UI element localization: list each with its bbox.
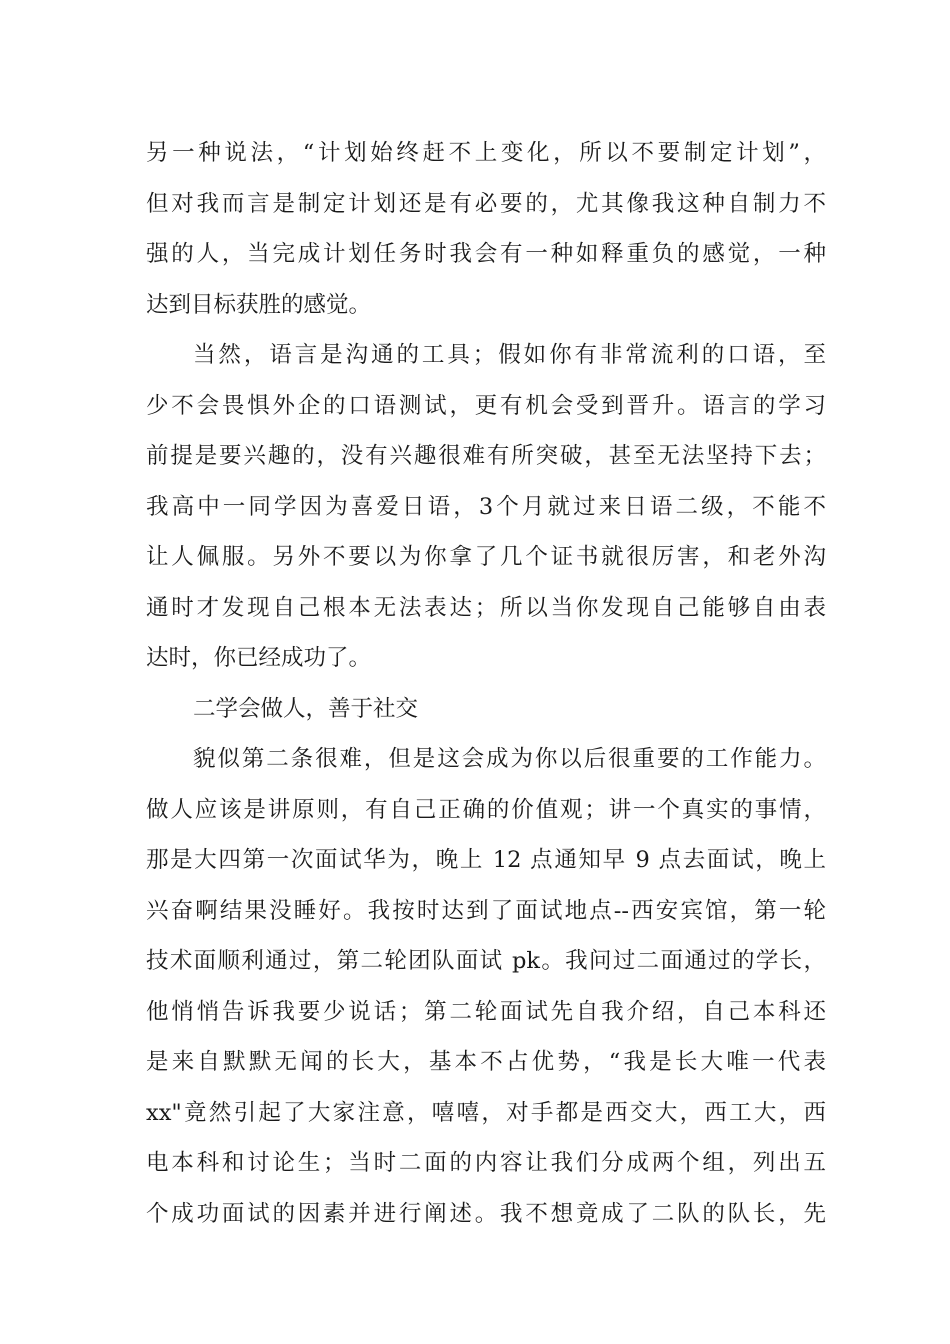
text-line: 貌似第二条很难，但是这会成为你以后很重要的工作能力。 (193, 746, 826, 772)
text-line: 我高中一同学因为喜爱日语，3个月就过来日语二级，不能不 (146, 493, 826, 520)
text-line: 他悄悄告诉我要少说话；第二轮面试先自我介绍，自己本科还 (146, 998, 826, 1025)
text-line: xx"竟然引起了大家注意，嘻嘻，对手都是西交大，西工大，西 (146, 1099, 826, 1126)
text-line: 那是大四第一次面试华为，晚上 12 点通知早 9 点去面试，晚上 (146, 847, 826, 873)
text-line: 技术面顺利通过，第二轮团队面试 pk。我问过二面通过的学长， (146, 948, 826, 974)
document-page (146, 128, 826, 1239)
text-line: 当然，语言是沟通的工具；假如你有非常流利的口语，至 (193, 342, 826, 368)
text-line: 是来自默默无闻的长大，基本不占优势，“我是长大唯一代表 (146, 1049, 826, 1075)
text-line: 让人佩服。另外不要以为你拿了几个证书就很厉害，和老外沟 (146, 544, 826, 570)
text-line: 个成功面试的因素并进行阐述。我不想竟成了二队的队长，先 (146, 1200, 826, 1227)
text-line: 达时，你已经成功了。 (146, 645, 372, 671)
text-line: 另一种说法，“计划始终赶不上变化，所以不要制定计划”， (146, 140, 826, 166)
text-line: 少不会畏惧外企的口语测试，更有机会受到晋升。语言的学习 (146, 392, 826, 419)
text-line: 但对我而言是制定计划还是有必要的，尤其像我这种自制力不 (146, 190, 826, 217)
text-line: 兴奋啊结果没睡好。我按时达到了面试地点--西安宾馆，第一轮 (146, 897, 826, 924)
text-line: 做人应该是讲原则，有自己正确的价值观；讲一个真实的事情， (146, 796, 826, 823)
section-heading: 二学会做人，善于社交 (193, 695, 419, 722)
text-line: 强的人，当完成计划任务时我会有一种如释重负的感觉，一种 (146, 241, 826, 267)
text-line: 电本科和讨论生；当时二面的内容让我们分成两个组，列出五 (146, 1150, 826, 1176)
text-line: 前提是要兴趣的，没有兴趣很难有所突破，甚至无法坚持下去； (146, 443, 826, 469)
text-line: 达到目标获胜的感觉。 (146, 291, 372, 318)
text-line: 通时才发现自己根本无法表达；所以当你发现自己能够自由表 (146, 594, 826, 621)
